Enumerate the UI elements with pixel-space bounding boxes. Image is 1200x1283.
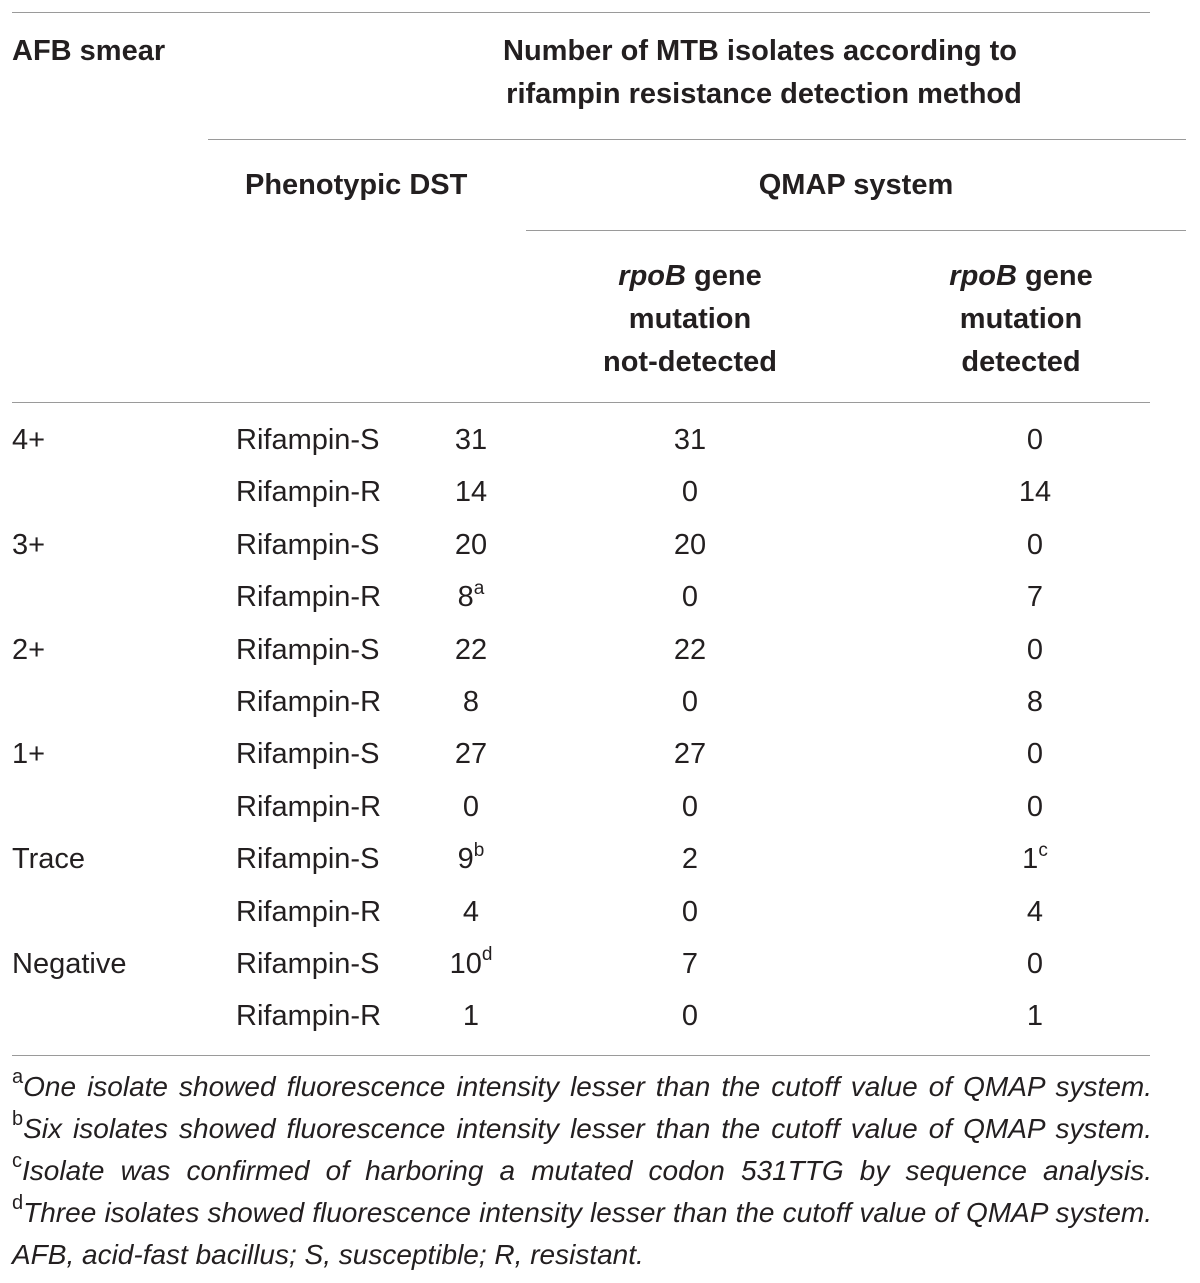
not-detected-count-cell: 0 xyxy=(681,1000,699,1033)
dst-count-cell: 1 xyxy=(462,1000,480,1033)
phenotypic-dst-header: Phenotypic DST xyxy=(245,169,468,201)
table-footnotes xyxy=(12,1066,1152,1276)
table-row xyxy=(0,577,1200,632)
phenotype-cell: Rifampin-S xyxy=(236,424,380,456)
dst-count-cell: 8 xyxy=(462,686,480,718)
not-detected-count-cell: 0 xyxy=(681,895,699,928)
dst-count-cell: 10$^d$ xyxy=(449,944,493,980)
dst-count-cell: 22 xyxy=(454,633,488,666)
table-row xyxy=(0,423,1200,475)
dst-count-cell: 8$^a$ xyxy=(457,577,485,614)
detected-count-cell: 0 xyxy=(1026,528,1044,561)
group-header-rule xyxy=(208,139,1186,140)
phenotype-cell: Rifampin-R xyxy=(236,790,382,823)
detected-count-cell-superscript: c xyxy=(1038,839,1048,861)
header-bottom-rule xyxy=(12,402,1150,403)
afb-smear-cell: Negative xyxy=(12,948,127,980)
table-row xyxy=(0,737,1200,789)
not-detected-header-line3: not-detected xyxy=(603,346,777,378)
table-row xyxy=(0,633,1200,685)
detected-count-cell: 7 xyxy=(1026,581,1044,614)
phenotype-cell: Rifampin-S xyxy=(236,738,380,771)
detected-header-line3: detected xyxy=(961,346,1081,378)
afb-smear-cell: 2+ xyxy=(12,633,46,666)
footnote-mark-c: c xyxy=(12,1149,22,1172)
phenotype-cell: Rifampin-R xyxy=(236,476,382,509)
qmap-system-header: QMAP system xyxy=(758,169,954,201)
not-detected-count-cell: 31 xyxy=(673,424,707,456)
table-row xyxy=(0,839,1200,894)
not-detected-count-cell: 20 xyxy=(673,528,707,561)
dst-count-cell: 27 xyxy=(454,738,488,771)
footnote-mark-d: d xyxy=(12,1191,24,1214)
dst-count-cell-superscript: b xyxy=(473,839,485,861)
dst-count-cell: 31 xyxy=(454,424,488,456)
not-detected-header-line2: mutation xyxy=(628,303,752,335)
table-row xyxy=(0,895,1200,947)
detected-count-cell: 1 xyxy=(1026,1000,1044,1033)
not-detected-count-cell: 0 xyxy=(681,581,699,614)
not-detected-count-cell: 0 xyxy=(681,790,699,823)
dst-count-cell: 4 xyxy=(462,895,480,928)
table-row xyxy=(0,999,1200,1051)
not-detected-count-cell: 0 xyxy=(681,476,699,509)
footnote-b: Six isolates showed fluorescence intensity lesser than the cutoff value of QMAP system. xyxy=(23,1113,1152,1144)
table-row xyxy=(0,944,1200,999)
not-detected-count-cell: 27 xyxy=(673,738,707,771)
detected-count-cell: 0 xyxy=(1026,948,1044,980)
afb-smear-cell: 3+ xyxy=(12,528,46,561)
phenotype-cell: Rifampin-R xyxy=(236,686,382,718)
table-row xyxy=(0,790,1200,842)
detected-count-cell: 0 xyxy=(1026,424,1044,456)
group-title-line2: rifampin resistance detection method xyxy=(506,78,1022,110)
detected-header-line1: rpoB gene xyxy=(949,260,1093,292)
table-row xyxy=(0,475,1200,527)
phenotype-cell: Rifampin-R xyxy=(236,895,382,928)
detected-count-cell: 8 xyxy=(1026,686,1044,718)
footnote-d: Three isolates showed fluorescence intensity lesser than the cutoff value of QMAP system. AFB, acid-fast bacillus; S, susceptible; R, resistant. xyxy=(12,1197,1152,1270)
footnote-mark-a: a xyxy=(12,1065,24,1088)
phenotype-cell: Rifampin-R xyxy=(236,1000,382,1033)
phenotype-cell: Rifampin-R xyxy=(236,581,382,614)
footnote-c: Isolate was confirmed of harboring a mutated codon 531TTG by sequence analysis. xyxy=(22,1155,1152,1186)
dst-count-cell-superscript: a xyxy=(473,577,485,599)
phenotype-cell: Rifampin-S xyxy=(236,843,380,876)
top-rule xyxy=(12,12,1150,13)
dst-count-cell: 9$^b$ xyxy=(457,839,485,876)
afb-smear-cell: 4+ xyxy=(12,424,46,456)
table-row xyxy=(0,528,1200,580)
detected-count-cell: 0 xyxy=(1026,738,1044,771)
dst-count-cell: 14 xyxy=(454,476,488,509)
not-detected-count-cell: 7 xyxy=(681,948,699,980)
detected-count-cell: 1$^c$ xyxy=(1022,839,1048,876)
footnote-a: One isolate showed fluorescence intensity lesser than the cutoff value of QMAP system. xyxy=(23,1071,1152,1102)
detected-count-cell: 0 xyxy=(1026,790,1044,823)
dst-count-cell: 20 xyxy=(454,528,488,561)
not-detected-count-cell: 2 xyxy=(681,843,699,876)
phenotype-cell: Rifampin-S xyxy=(236,948,380,980)
dst-count-cell: 0 xyxy=(462,790,480,823)
afb-smear-cell: Trace xyxy=(12,843,86,876)
detected-header-line2: mutation xyxy=(959,303,1083,335)
detected-count-cell: 4 xyxy=(1026,895,1044,928)
not-detected-count-cell: 22 xyxy=(673,633,707,666)
phenotype-cell: Rifampin-S xyxy=(236,633,380,666)
afb-smear-cell: 1+ xyxy=(12,738,46,771)
afb-smear-header: AFB smear xyxy=(12,35,166,67)
detected-count-cell: 14 xyxy=(1018,476,1052,509)
table-bottom-rule xyxy=(12,1055,1150,1056)
dst-count-cell-superscript: d xyxy=(481,944,493,966)
qmap-header-rule xyxy=(526,230,1186,231)
group-title-line1: Number of MTB isolates according to xyxy=(503,35,1017,67)
table-row xyxy=(0,685,1200,737)
not-detected-header-line1: rpoB gene xyxy=(618,260,762,292)
phenotype-cell: Rifampin-S xyxy=(236,528,380,561)
footnote-mark-b: b xyxy=(12,1107,24,1130)
not-detected-count-cell: 0 xyxy=(681,686,699,718)
detected-count-cell: 0 xyxy=(1026,633,1044,666)
